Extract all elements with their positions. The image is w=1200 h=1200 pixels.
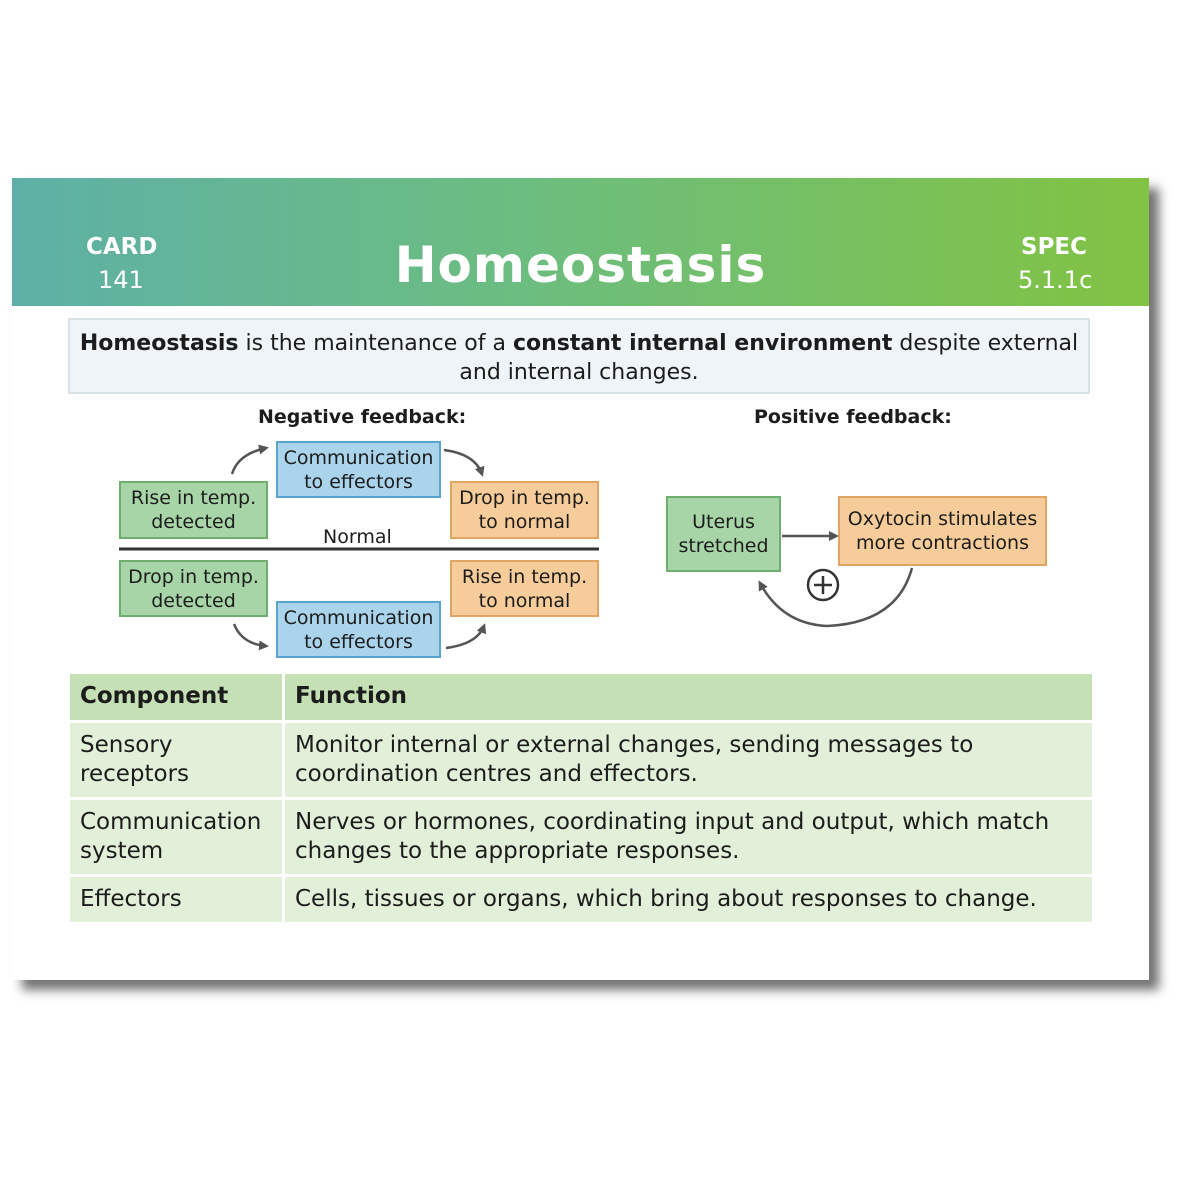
table-header-row	[70, 674, 1092, 723]
table-row	[70, 877, 1092, 925]
comm-top-box	[276, 441, 441, 498]
oxytocin-label: Oxytocin stimulates more contractions	[847, 508, 1038, 554]
definition-text-1: is the maintenance of a	[238, 331, 513, 356]
row-function: Nerves or hormones, coordinating input and output, which match changes to the appropriate responses.	[285, 800, 1092, 877]
card-number: 141	[98, 266, 144, 294]
arrow-comm-to-drop	[444, 450, 482, 474]
rise-to-normal-box	[450, 560, 599, 617]
row-component: Sensory receptors	[70, 723, 285, 800]
header-component: Component	[70, 674, 285, 723]
table-row	[70, 800, 1092, 877]
arrow-comm-to-rise	[446, 626, 484, 648]
header-function: Function	[285, 674, 1092, 723]
rise-to-normal-label: Rise in temp. to normal	[461, 565, 588, 612]
table-row	[70, 723, 1092, 800]
rise-detected-box	[119, 481, 268, 539]
card-label: CARD	[86, 234, 158, 260]
comm-bottom-label: Communication to effectors	[283, 606, 434, 653]
definition-text-2: despite external and internal changes.	[459, 331, 1079, 385]
drop-to-normal-box	[450, 481, 599, 539]
arrow-drop-to-comm	[234, 624, 266, 646]
arrow-rise-to-comm	[232, 448, 266, 474]
comm-top-label: Communication to effectors	[283, 446, 434, 493]
row-component: Effectors	[70, 877, 285, 925]
drop-detected-label: Drop in temp. detected	[128, 565, 259, 612]
spec-label: SPEC	[1021, 234, 1088, 260]
positive-feedback-title: Positive feedback:	[754, 406, 952, 428]
card-title: Homeostasis	[394, 236, 767, 294]
definition-term: Homeostasis	[79, 331, 239, 356]
definition-emphasis: constant internal environment	[512, 331, 893, 356]
comm-bottom-box	[276, 601, 441, 658]
drop-detected-box	[119, 560, 268, 617]
uterus-label: Uterus stretched	[678, 511, 769, 557]
spec-value: 5.1.1c	[1018, 266, 1093, 294]
row-function: Cells, tissues or organs, which bring about responses to change.	[285, 877, 1092, 925]
oxytocin-box	[838, 496, 1047, 566]
rise-detected-label: Rise in temp. detected	[130, 487, 257, 533]
flashcard	[12, 178, 1149, 980]
row-function: Monitor internal or external changes, sending messages to coordination centres and effectors.	[285, 723, 1092, 800]
row-component: Communication system	[70, 800, 285, 877]
uterus-box	[666, 496, 781, 572]
drop-to-normal-label: Drop in temp. to normal	[459, 487, 590, 533]
negative-feedback-title: Negative feedback:	[258, 406, 467, 428]
components-table	[70, 674, 1092, 925]
normal-label: Normal	[323, 526, 392, 548]
